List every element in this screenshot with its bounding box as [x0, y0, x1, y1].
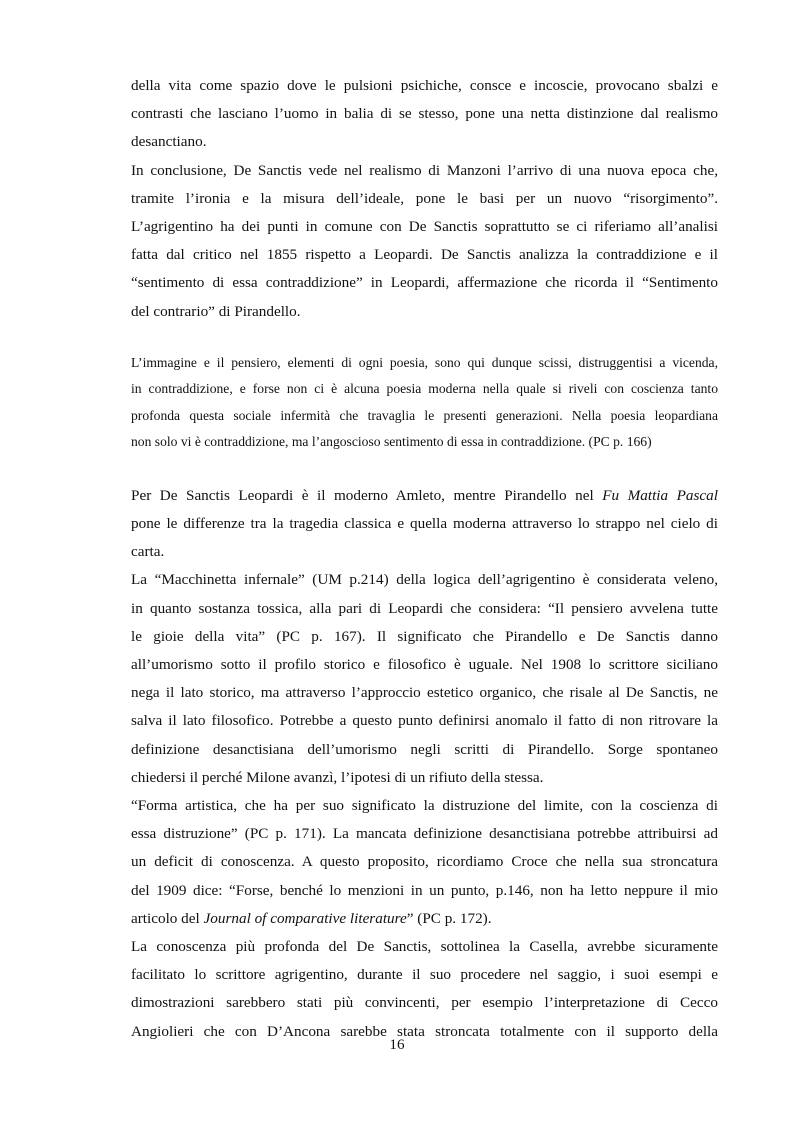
text-line: salva il lato filosofico. Potrebbe a questo punto definirsi anomalo il fatto di non ritrovare la: [131, 712, 718, 730]
text-line: nega il lato storico, ma attraverso l’approccio estetico organico, che risale al De Sanctis, ne: [131, 684, 718, 702]
spacer: [131, 456, 718, 482]
italic-title: Fu Mattia Pascal: [602, 486, 718, 504]
text-line: “sentimento di essa contraddizione” in Leopardi, affermazione che ricorda il “Sentimento: [131, 274, 718, 292]
text-line: essa distruzione” (PC p. 171). La mancata definizione desanctisiana potrebbe attribuirsi ad: [131, 825, 718, 843]
text-line: in quanto sostanza tossica, alla pari di Leopardi che considera: “Il pensiero avvelena tutte: [131, 599, 718, 617]
paragraph-conclusion: [131, 157, 718, 326]
italic-title: Journal of comparative literature: [203, 909, 407, 927]
text-line: definizione desanctisiana dell’umorismo negli scritti di Pirandello. Sorge spontaneo: [131, 740, 718, 758]
text-line: La “Macchinetta infernale” (UM p.214) della logica dell’agrigentino è considerata veleno,: [131, 571, 718, 589]
text-line: Angiolieri che con D’Ancona sarebbe stata stroncata totalmente con il supporto della: [131, 1022, 718, 1040]
text-line: pone le differenze tra la tragedia classica e quella moderna attraverso lo strappo nel cielo di: [131, 515, 718, 533]
quote-line: profonda questa sociale infermità che travaglia le presenti generazioni. Nella poesia leopardiana: [131, 407, 718, 423]
text-line: chiedersi il perché Milone avanzì, l’ipotesi di un rifiuto della stessa.: [131, 768, 544, 786]
text-line: L’agrigentino ha dei punti in comune con De Sanctis soprattutto se ci riferiamo all’analisi: [131, 218, 718, 236]
paragraph-conoscenza: [131, 933, 718, 1046]
paragraph-amleto: [131, 482, 718, 567]
page-number: 16: [389, 1036, 405, 1053]
text-line: desanctiano.: [131, 133, 207, 151]
text-line: In conclusione, De Sanctis vede nel realismo di Manzoni l’arrivo di una nuova epoca che,: [131, 161, 718, 179]
text-line: “Forma artistica, che ha per suo significato la distruzione del limite, con la coscienza di: [131, 797, 718, 815]
quote-line: non solo vi è contraddizione, ma l’angoscioso sentimento di essa in contraddizione. (PC p. 166): [131, 434, 652, 450]
text-line: La conoscenza più profonda del De Sanctis, sottolinea la Casella, avrebbe sicuramente: [131, 938, 718, 956]
text-run: articolo del: [131, 909, 204, 927]
quote-line: in contraddizione, e forse non ci è alcuna poesia moderna nella quale si riveli con coscienza tanto: [131, 381, 718, 397]
quote-line: L’immagine e il pensiero, elementi di ogni poesia, sono qui dunque scissi, distruggentisi a vicenda,: [131, 354, 718, 370]
page-body: [131, 72, 718, 1046]
text-line: un deficit di conoscenza. A questo proposito, ricordiamo Croce che nella sua stroncatura: [131, 853, 718, 871]
text-line: dimostrazioni sarebbero stati più convincenti, per esempio l’interpretazione di Cecco: [131, 994, 718, 1012]
text-line: fatta dal critico nel 1855 rispetto a Leopardi. De Sanctis analizza la contraddizione e il: [131, 246, 718, 264]
text-line: contrasti che lasciano l’uomo in balia di se stesso, pone una netta distinzione dal realismo: [131, 105, 718, 123]
paragraph-intro: [131, 72, 718, 157]
text-line: [131, 482, 718, 510]
paragraph-forma-artistica: [131, 792, 718, 933]
text-run: ” (PC p. 172).: [406, 909, 492, 927]
text-line: del 1909 dice: “Forse, benché lo menzioni in un punto, p.146, non ha letto neppure il mio: [131, 881, 718, 899]
text-line: del contrario” di Pirandello.: [131, 302, 301, 320]
block-quote: [131, 350, 718, 456]
text-line: della vita come spazio dove le pulsioni psichiche, consce e incoscie, provocano sbalzi e: [131, 77, 718, 94]
text-run: Per De Sanctis Leopardi è il moderno Amleto, mentre Pirandello nel: [131, 486, 603, 504]
text-line: facilitato lo scrittore agrigentino, durante il suo procedere nel saggio, i suoi esempi e: [131, 966, 718, 984]
text-line: le gioie della vita” (PC p. 167). Il significato che Pirandello e De Sanctis danno: [131, 627, 718, 645]
spacer: [131, 326, 718, 350]
text-line: tramite l’ironia e la misura dell’ideale, pone le basi per un nuovo “risorgimento”.: [131, 189, 718, 207]
text-line: [131, 905, 718, 933]
text-line: carta.: [131, 543, 165, 561]
paragraph-macchinetta: [131, 566, 718, 792]
text-line: all’umorismo sotto il profilo storico e filosofico è uguale. Nel 1908 lo scrittore siciliano: [131, 656, 718, 674]
